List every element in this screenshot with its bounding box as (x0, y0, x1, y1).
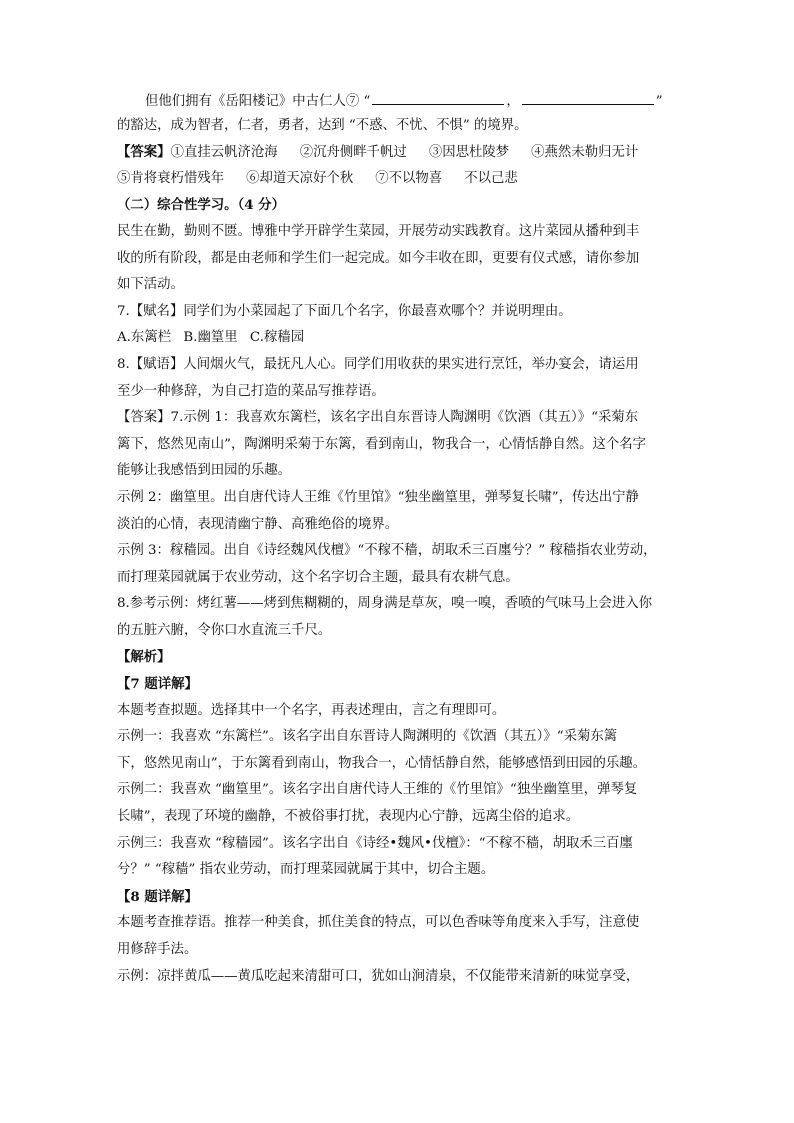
q7-detail-line: 长啸”，表现了环境的幽静，不被俗事打扰，表现内心宁静，远离尘俗的追求。 (117, 809, 580, 825)
analysis-label: 【解析】 (117, 649, 171, 666)
section-2-title: （二）综合性学习。（4 分） (117, 197, 285, 214)
answer-1-line-1 (117, 143, 677, 161)
question-7-options (117, 329, 677, 347)
answer-2-line: 【答案】7.示例 1：我喜欢东篱栏，该名字出自东晋诗人陶渊明《饮酒（其五）》“采菊东 (117, 410, 639, 426)
intro-para-line: 民生在勤，勤则不匮。博雅中学开辟学生菜园，开展劳动实践教育。这片菜园从播种到丰 (117, 223, 640, 239)
q7-detail-line: 本题考查拟题。选择其中一个名字，再表述理由，言之有理即可。 (117, 702, 506, 718)
answer-2-line: 示例 2：幽篁里。出自唐代诗人王维《竹里馆》“独坐幽篁里，弹琴复长啸”，传达出宁静 (117, 489, 639, 505)
answer-item: ③因思杜陵梦 (428, 145, 510, 161)
question-7: 7.【赋名】同学们为小菜园起了下面几个名字，你最喜欢哪个？并说明理由。 (117, 303, 572, 319)
question-8-line: 8.【赋语】人间烟火气，最抚凡人心。同学们用收获的果实进行烹饪，举办宴会，请运用 (117, 356, 639, 372)
q7-detail-line: 示例一：我喜欢 “东篱栏”。该名字出自东晋诗人陶渊明的《饮酒（其五）》“采菊东篱 (117, 729, 618, 745)
answer-item: ①直挂云帆济沧海 (170, 145, 278, 161)
answer-item: ⑥却道天凉好个秋 (246, 170, 354, 186)
intro-comma: ， (506, 94, 520, 109)
q8-detail-line: 示例：凉拌黄瓜——黄瓜吃起来清甜可口，犹如山涧清泉，不仅能带来清新的味觉享受， (117, 968, 640, 984)
answer-1-line-2 (117, 170, 677, 188)
document-page (117, 90, 677, 994)
intro-para-line: 如下活动。 (117, 277, 184, 293)
answer-item: ⑤肯将衰朽惜残年 (117, 170, 225, 186)
answer-2-line: 篱下，悠然见南山”，陶渊明采菊于东篱，看到南山，物我合一，心情恬静自然。这个名字 (117, 436, 647, 452)
answer-2-line: 的五脏六腑，令你口水直流三千尺。 (117, 622, 332, 638)
intro-close-quote: ” (655, 94, 663, 109)
answer-item: ⑦不以物喜 (375, 170, 443, 186)
answer-item: 不以己悲 (464, 170, 518, 186)
intro-para-line: 收的所有阶段，都是由老师和学生们一起完成。如今丰收在即，更要有仪式感，请你参加 (117, 250, 640, 266)
answer-blank-1 (372, 90, 504, 105)
q7-detail-line: 示例二：我喜欢 “幽篁里”。该名字出自唐代诗人王维的《竹里馆》“独坐幽篁里，弹琴复 (117, 782, 638, 798)
answer-2-line: 而打理菜园就属于农业劳动，这个名字切合主题，最具有农耕气息。 (117, 569, 519, 585)
answer-item: ②沉舟侧畔千帆过 (299, 145, 407, 161)
answer-2-line: 示例 3：稼穑园。出自《诗经魏风伐檀》“不稼不穑，胡取禾三百廛兮？” 稼穑指农业劳动， (117, 543, 657, 559)
q8-detail-line: 用修辞手法。 (117, 942, 198, 957)
answer-item: ④燕然未勒归无计 (531, 145, 639, 161)
option-b: B.幽篁里 (183, 330, 238, 346)
q8-detail-label: 【8 题详解】 (117, 888, 198, 905)
q7-detail-line: 下，悠然见南山”，于东篱看到南山，物我合一，心情恬静自然，能够感悟到田园的乐趣。 (117, 755, 647, 771)
intro-line-2: 的豁达，成为智者，仁者，勇者，达到 “不惑、不忧、不惧” 的境界。 (117, 117, 528, 133)
q7-detail-line: 示例三：我喜欢 “稼穑园”。该名字出自《诗经•魏风•伐檀》：“不稼不穑，胡取禾三百廛 (117, 835, 633, 851)
q7-detail-label: 【7 题详解】 (117, 676, 198, 693)
intro-text-1: 但他们拥有《岳阳楼记》中古仁人⑦ “ (145, 94, 371, 109)
question-8-line: 至少一种修辞，为自己打造的菜品写推荐语。 (117, 383, 385, 399)
option-a: A.东篱栏 (117, 330, 172, 346)
answer-2-line: 8.参考示例：烤红薯——烤到焦糊糊的，周身满是草灰，嗅一嗅，香喷的气味马上会进入你 (117, 596, 653, 612)
intro-line-1 (117, 90, 677, 108)
answer-blank-2 (522, 90, 654, 105)
answer-2-line: 能够让我感悟到田园的乐趣。 (117, 463, 292, 479)
option-c: C.稼穑园 (249, 330, 305, 346)
q8-detail-line: 本题考查推荐语。推荐一种美食，抓住美食的特点，可以色香味等角度来入手写，注意使 (117, 915, 640, 931)
answer-label: 【答案】 (117, 144, 171, 161)
answer-2-line: 淡泊的心情，表现清幽宁静、高雅绝俗的境界。 (117, 516, 399, 532)
q7-detail-line: 兮？” “稼穑” 指农业劳动，而打理菜园就属于其中，切合主题。 (117, 862, 495, 878)
